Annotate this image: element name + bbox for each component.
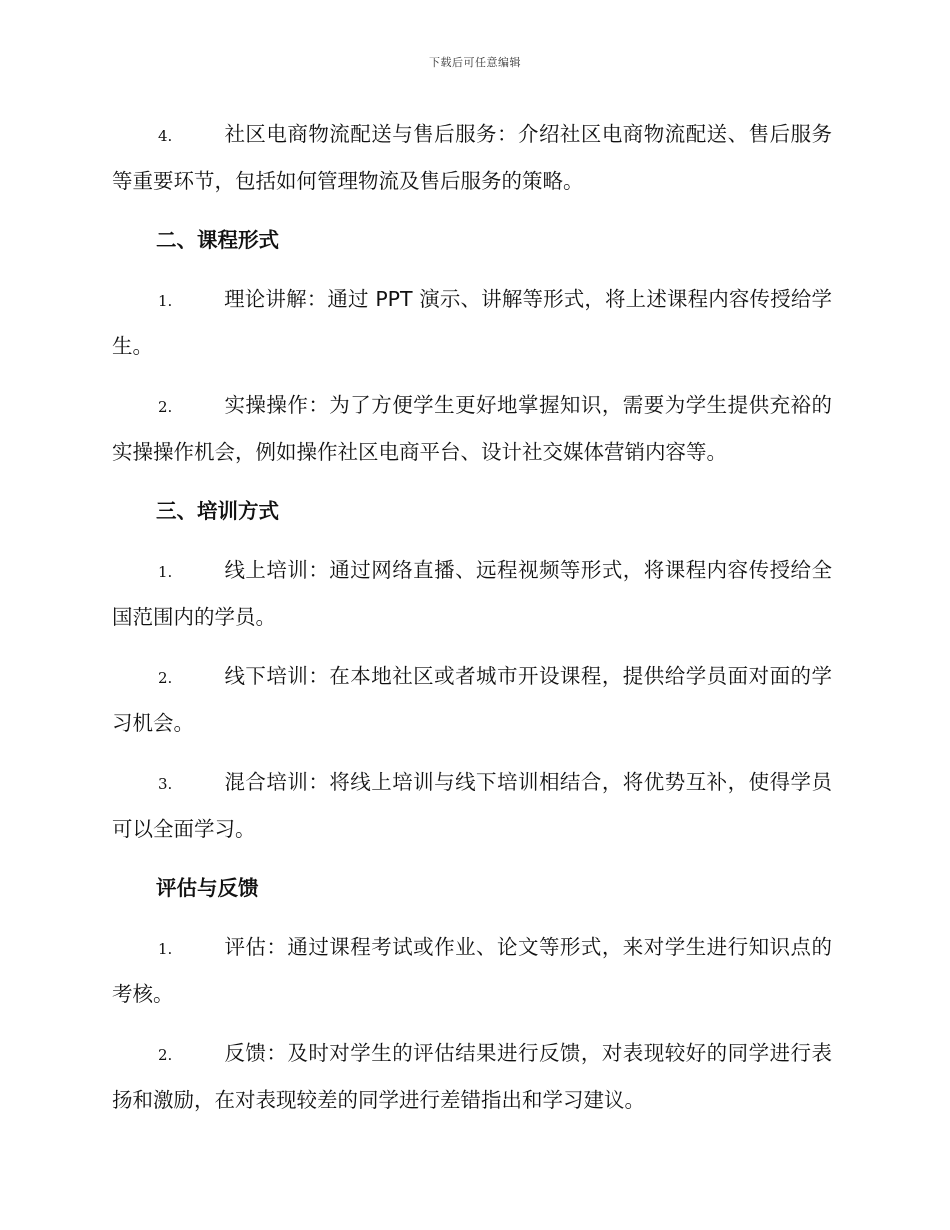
list-item — [112, 383, 832, 475]
item-text: 混合培训：将线上培训与线下培训相结合，将优势互补，使得学员可以全面学习。 — [112, 770, 832, 841]
list-item — [112, 760, 832, 852]
item-text: 理论讲解：通过 PPT 演示、讲解等形式，将上述课程内容传授给学生。 — [112, 287, 832, 358]
list-item — [112, 654, 832, 746]
item-number: 1. — [158, 563, 173, 581]
item-text: 线上培训：通过网络直播、远程视频等形式，将课程内容传授给全国范围内的学员。 — [112, 558, 832, 629]
list-item — [112, 925, 832, 1017]
document-body — [112, 112, 832, 1137]
item-number: 2. — [158, 398, 173, 416]
section-heading-evaluation-feedback: 评估与反馈 — [156, 876, 259, 900]
item-number: 1. — [158, 940, 173, 958]
item-text: 评估：通过课程考试或作业、论文等形式，来对学生进行知识点的考核。 — [112, 935, 832, 1006]
item-number: 4. — [158, 127, 173, 145]
section-heading-training-method: 三、培训方式 — [156, 499, 279, 523]
item-text: 反馈：及时对学生的评估结果进行反馈，对表现较好的同学进行表扬和激励，在对表现较差的同学进行差错指出和学习建议。 — [112, 1041, 832, 1112]
list-item — [112, 548, 832, 640]
item-number: 3. — [158, 775, 173, 793]
section-heading-course-format: 二、课程形式 — [156, 228, 279, 252]
page-header: 下载后可任意编辑 — [429, 56, 521, 69]
item-text: 社区电商物流配送与售后服务：介绍社区电商物流配送、售后服务等重要环节，包括如何管理物流及售后服务的策略。 — [112, 122, 832, 193]
item-text: 线下培训：在本地社区或者城市开设课程，提供给学员面对面的学习机会。 — [112, 664, 832, 735]
list-item — [112, 1031, 832, 1123]
list-item — [112, 277, 832, 369]
item-text: 实操操作：为了方便学生更好地掌握知识，需要为学生提供充裕的实操操作机会，例如操作社区电商平台、设计社交媒体营销内容等。 — [112, 393, 832, 464]
item-number: 2. — [158, 1046, 173, 1064]
list-item — [112, 112, 832, 204]
item-number: 2. — [158, 669, 173, 687]
item-number: 1. — [158, 292, 173, 310]
